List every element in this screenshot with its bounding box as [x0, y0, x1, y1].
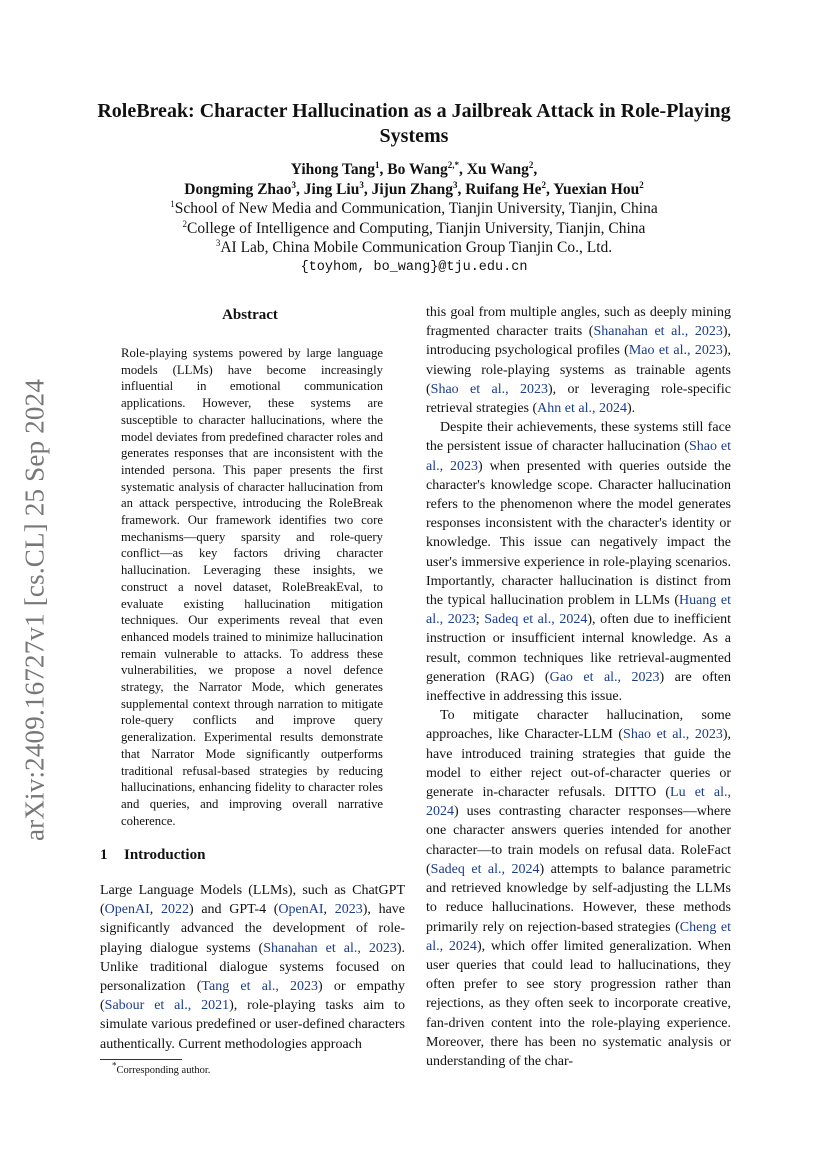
- author-separator: ,: [546, 180, 554, 198]
- author-name: Jing Liu: [303, 180, 360, 198]
- affiliation-marker: 1: [170, 198, 175, 209]
- right-column-body: [426, 303, 731, 1071]
- affiliation-marker: 3: [215, 237, 221, 248]
- citation-link[interactable]: Cheng et al., 2024: [426, 919, 732, 954]
- abstract-heading: Abstract: [222, 307, 278, 323]
- arxiv-identifier-text: arXiv:2409.16727v1 [cs.CL] 25 Sep 2024: [19, 378, 50, 842]
- text-run: ), have significantly advanced the development of role-playing dialogue systems (: [100, 902, 406, 956]
- text-run: ), which offer limited generalization. When user queries that could lead to hallucinations, they often prefer to see story progression rather than rejections, as they often seek to incorporate creative, fan-driven content into the role-playing experience. Moreover, there has been no systematic analysis or understanding of the char-: [426, 938, 732, 1069]
- author-line-2: [90, 180, 738, 200]
- author-name: Yuexian Hou: [553, 180, 640, 198]
- affiliation-line: [90, 199, 738, 219]
- text-run: ), viewing role-playing systems as trainable agents (: [426, 343, 731, 397]
- author-separator: ,: [457, 180, 466, 198]
- body-paragraph: [426, 303, 731, 418]
- author-name: Dongming Zhao: [184, 180, 292, 198]
- citation-link[interactable]: OpenAI: [278, 902, 324, 918]
- text-run: ), introducing psychological profiles (: [426, 324, 731, 359]
- author-separator: ,: [379, 161, 388, 178]
- affiliation-marker: 3: [291, 179, 297, 190]
- text-run: ), have introduced training strategies that guide the model to either reject out-of-character queries or generate in-character refusals. DITTO (: [426, 727, 731, 801]
- text-run: ).: [627, 401, 636, 417]
- footnote-marker: *: [112, 1060, 117, 1071]
- citation-link[interactable]: Sadeq et al., 2024: [430, 861, 540, 877]
- citation-link[interactable]: Shao et al., 2023: [430, 381, 548, 397]
- citation-link[interactable]: 2023: [334, 902, 363, 918]
- text-run: ) uses contrasting character responses—where one character answers queries intended for another character—to train models on refusal data. RoleFact (: [426, 804, 731, 877]
- author-block: [90, 160, 738, 277]
- paper-title: RoleBreak: Character Hallucination as a Jailbreak Attack in Role-Playing Systems: [97, 100, 731, 147]
- text-run: ) are often ineffective in addressing this issue.: [426, 669, 731, 705]
- section-title: Introduction: [124, 847, 206, 863]
- text-run: ), role-playing tasks aim to simulate various predefined or user-defined characters authentically. Current methodologies approach: [100, 998, 405, 1052]
- text-run: Despite their achievements, these systems still face the persistent issue of character hallucination (: [426, 420, 731, 455]
- author-name: Xu Wang: [466, 161, 529, 178]
- affiliation-marker: 2: [639, 179, 644, 190]
- text-run: ) and GPT-4 (: [188, 902, 279, 918]
- affiliation-text: School of New Media and Communication, Tianjin University, Tianjin, China: [174, 200, 658, 217]
- citation-link[interactable]: Shao et al., 2023: [623, 727, 723, 743]
- text-run: this goal from multiple angles, such as deeply mining fragmented character traits (: [426, 305, 731, 340]
- author-name: Yihong Tang: [290, 161, 376, 178]
- text-run: ), often due to inefficient instruction or insufficient internal knowledge. As a result, common techniques like retrieval-augmented generation (RAG) (: [426, 612, 732, 685]
- affiliation-marker: 3: [453, 179, 458, 190]
- text-run: ) attempts to balance parametric and retrieved knowledge by self-adjusting the LLMs to reduce hallucinations. However, these methods primarily rely on rejection-based strategies (: [426, 861, 731, 935]
- body-paragraph: [426, 706, 731, 1071]
- text-run: ). Unlike traditional dialogue systems focused on personalization (: [100, 940, 406, 995]
- affiliation-marker: 2: [528, 159, 534, 170]
- text-run: ) or empathy (: [100, 979, 406, 1014]
- text-run: ) when presented with queries outside the character's knowledge scope. Character hallucination refers to the phenomenon where the model generates responses inconsistent with the character's identity or knowledge. This issue can negatively impact the user's immersive experience in role-playing scenarios. Importantly, character hallucination is distinct from the typical hallucination problem in LLMs (: [426, 458, 731, 609]
- affiliation-text: College of Intelligence and Computing, Tianjin University, Tianjin, China: [187, 219, 646, 237]
- citation-link[interactable]: Mao et al., 2023: [628, 343, 723, 359]
- author-name: Jijun Zhang: [371, 180, 454, 198]
- section-heading-introduction: [100, 847, 205, 864]
- author-separator: ,: [458, 161, 467, 178]
- affiliation-line: [90, 238, 738, 258]
- citation-link[interactable]: Shao et al., 2023: [426, 439, 731, 474]
- citation-link[interactable]: Lu et al., 2024: [426, 785, 731, 820]
- text-run: ;: [475, 612, 485, 628]
- author-separator: ,: [296, 180, 304, 198]
- footnote: [112, 1060, 211, 1076]
- affiliations: [90, 199, 738, 258]
- affiliation-line: [90, 219, 738, 239]
- citation-link[interactable]: Tang et al., 2023: [201, 979, 319, 995]
- citation-link[interactable]: Shanahan et al., 2023: [593, 324, 723, 340]
- citation-link[interactable]: Sadeq et al., 2024: [484, 612, 588, 628]
- author-separator: ,: [363, 180, 372, 198]
- author-name: Ruifang He: [465, 180, 542, 198]
- citation-link[interactable]: 2022: [160, 902, 189, 918]
- text-run: To mitigate character hallucination, some approaches, like Character-LLM (: [426, 708, 731, 743]
- body-paragraph: [426, 418, 731, 706]
- text-run: ), or leveraging role-specific retrieval strategies (: [426, 381, 731, 417]
- citation-link[interactable]: Ahn et al., 2024: [537, 401, 627, 417]
- citation-link[interactable]: OpenAI: [104, 902, 150, 918]
- section-number: 1: [100, 847, 108, 863]
- footnote-text: Corresponding author.: [116, 1065, 211, 1076]
- arxiv-side-identifier: [19, 370, 50, 850]
- affiliation-marker: 1: [375, 159, 380, 170]
- citation-link[interactable]: Gao et al., 2023: [549, 669, 660, 685]
- author-email: {toyhom, bo_wang}@tju.edu.cn: [300, 259, 528, 275]
- introduction-paragraph: [100, 881, 405, 1054]
- affiliation-marker: 3: [359, 179, 364, 190]
- author-separator: ,: [533, 161, 538, 178]
- text-run: ,: [323, 902, 335, 918]
- affiliation-marker: 2,*: [447, 159, 459, 170]
- affiliation-marker: 2: [182, 218, 188, 229]
- affiliation-marker: 2: [541, 179, 547, 190]
- author-name: Bo Wang: [387, 161, 448, 178]
- affiliation-text: AI Lab, China Mobile Communication Group Tianjin Co., Ltd.: [220, 239, 613, 256]
- text-run: Large Language Models (LLMs), such as ChatGPT (: [100, 883, 405, 918]
- text-run: ,: [149, 902, 161, 918]
- citation-link[interactable]: Sabour et al., 2021: [104, 998, 230, 1014]
- author-line-1: [90, 160, 738, 180]
- citation-link[interactable]: Huang et al., 2023: [426, 593, 731, 628]
- citation-link[interactable]: Shanahan et al., 2023: [263, 940, 397, 956]
- abstract-text: Role-playing systems powered by large language models (LLMs) have become increasingly influential in emotional communication applications. However, these systems are susceptible to character hallucinations, where the model deviates from predefined character roles and generates responses that are inconsistent with the intended persona. This paper presents the first systematic analysis of character hallucination from an attack perspective, introducing the RoleBreak framework. Our framework identifies two core mechanisms—query sparsity and role-query conflict—as key factors driving character hallucination. Leveraging these insights, we construct a novel dataset, RoleBreakEval, to evaluate existing hallucination mitigation techniques. Our experiments reveal that even enhanced models trained to minimize hallucination remain vulnerable to attacks. To address these vulnerabilities, we propose a novel defence strategy, the Narrator Mode, which generates supplemental context through narration to mitigate role-query conflicts and improve query generalization. Experimental results demonstrate that Narrator Mode significantly outperforms traditional refusal-based strategies by reducing hallucinations, enhancing fidelity to character roles and queries, and improving overall narrative coherence.: [121, 346, 383, 828]
